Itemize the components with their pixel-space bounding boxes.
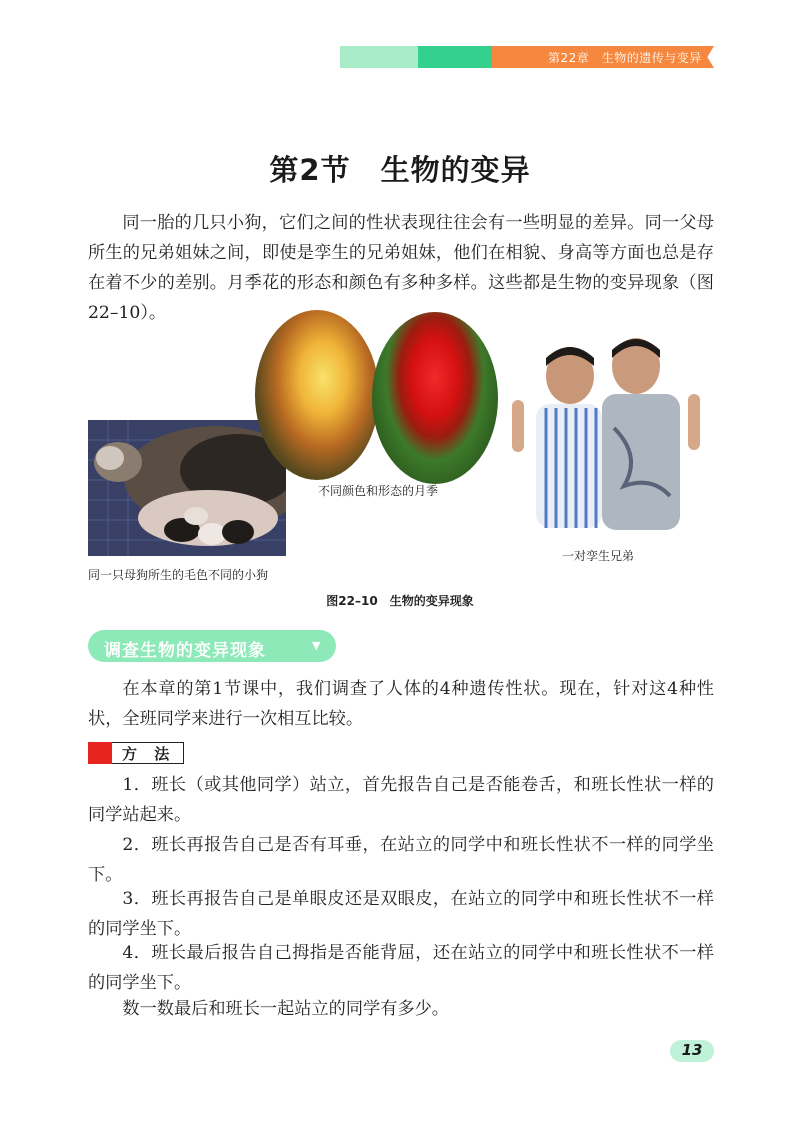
header-bar-light bbox=[340, 46, 418, 68]
red-rose-photo bbox=[372, 312, 498, 484]
method-conclusion: 数一数最后和班长一起站立的同学有多少。 bbox=[122, 999, 449, 1019]
header-bar-green bbox=[418, 46, 492, 68]
chapter-header: 第22章 生物的遗传与变异 bbox=[548, 51, 702, 65]
caption-roses: 不同颜色和形态的月季 bbox=[318, 484, 439, 498]
caption-puppies: 同一只母狗所生的毛色不同的小狗 bbox=[88, 568, 269, 582]
triangle-down-icon: ▼ bbox=[312, 639, 321, 652]
page-number: 13 bbox=[681, 1041, 703, 1059]
intro-paragraph: 同一胎的几只小狗，它们之间的性状表现往往会有一些明显的差异。同一父母所生的兄弟姐妹之间，即使是孪生的兄弟姐妹，他们在相貌、身高等方面也总是存在着不少的差别。月季花的形态和颜色有多种多样。这些都是生物的变异现象（图22–10）。 bbox=[88, 213, 714, 323]
method-label: 方 法 bbox=[122, 745, 176, 763]
activity-intro: 在本章的第1节课中，我们调查了人体的4种遗传性状。现在，针对这4种性状，全班同学来进行一次相互比较。 bbox=[88, 679, 714, 729]
puppies-photo bbox=[88, 420, 286, 556]
method-step: 4．班长最后报告自己拇指是否能背屈，还在站立的同学中和班长性状不一样的同学坐下。 bbox=[88, 943, 714, 993]
method-label-marker bbox=[88, 742, 112, 764]
section-title: 第2节 生物的变异 bbox=[269, 153, 531, 187]
method-step: 2．班长再报告自己是否有耳垂，在站立的同学中和班长性状不一样的同学坐下。 bbox=[88, 835, 714, 885]
figure-caption: 图22–10 生物的变异现象 bbox=[326, 594, 474, 608]
caption-twins: 一对孪生兄弟 bbox=[562, 549, 635, 563]
twins-photo bbox=[502, 336, 716, 540]
method-step: 3．班长再报告自己是单眼皮还是双眼皮，在站立的同学中和班长性状不一样的同学坐下。 bbox=[88, 889, 714, 939]
yellow-rose-photo bbox=[255, 310, 379, 480]
activity-title: 调查生物的变异现象 bbox=[104, 641, 266, 661]
method-step: 1．班长（或其他同学）站立，首先报告自己是否能卷舌，和班长性状一样的同学站起来。 bbox=[88, 775, 714, 825]
